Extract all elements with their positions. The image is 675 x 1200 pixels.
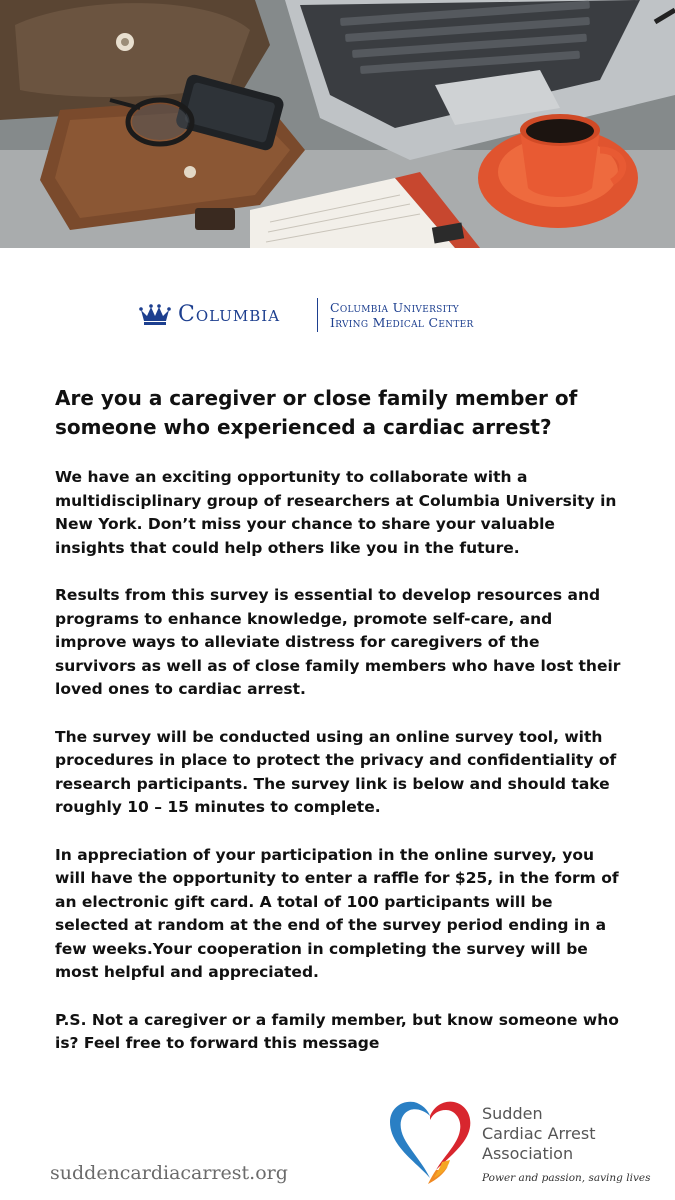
medical-center-line-2: Irving Medical Center bbox=[330, 315, 474, 330]
paragraph-survey-tool: The survey will be conducted using an online survey tool, with procedures in place to protect the privacy and confidentiality of research participants. The survey link is below and should take roughly 10 – 15 minutes to complete. bbox=[55, 727, 617, 816]
paragraph-raffle: In appreciation of your participation in the online survey, you will have the opportunity to enter a raffle for $25, in the form of an electronic gift card. A total of 100 participants will be selected at random at the end of the survey period ending in a few weeks.Your cooperation in completing the survey will be most helpful and appreciated. bbox=[55, 845, 619, 981]
paragraph-results: Results from this survey is essential to develop resources and programs to enhance knowledge, promote self-care, and improve ways to alleviate distress for caregivers of the survivors as well as of close family members who have lost their loved ones to cardiac arrest. bbox=[55, 586, 621, 698]
columbia-wordmark: Columbia bbox=[178, 302, 281, 327]
sca-tagline: Power and passion, saving lives bbox=[482, 1172, 651, 1184]
sca-name-line-1: Sudden bbox=[482, 1104, 543, 1123]
website-url: suddencardiacarrest.org bbox=[50, 1162, 288, 1184]
headline: Are you a caregiver or close family member of someone who experienced a cardiac arrest? bbox=[55, 386, 578, 439]
logo-divider bbox=[317, 298, 318, 332]
desk-scene-illustration bbox=[0, 0, 675, 248]
paragraph-ps: P.S. Not a caregiver or a family member, but know someone who is? Feel free to forward this message bbox=[55, 1010, 619, 1052]
hero-photo bbox=[0, 0, 675, 248]
medical-center-line-1: Columbia University bbox=[330, 300, 460, 315]
sca-organization-name bbox=[482, 1104, 595, 1164]
paragraph-intro: We have an exciting opportunity to collaborate with a multidisciplinary group of researchers at Columbia University in New York. Don’t miss your chance to share your valuable insights that could help others like you in the future. bbox=[55, 468, 617, 557]
medical-center-name bbox=[330, 300, 474, 330]
columbia-logo bbox=[0, 296, 675, 336]
sca-name-line-3: Association bbox=[482, 1144, 574, 1163]
crown-icon bbox=[139, 304, 171, 326]
sca-name-line-2: Cardiac Arrest bbox=[482, 1124, 596, 1143]
flyer-body bbox=[55, 384, 625, 1080]
heart-logo-icon bbox=[386, 1096, 476, 1184]
